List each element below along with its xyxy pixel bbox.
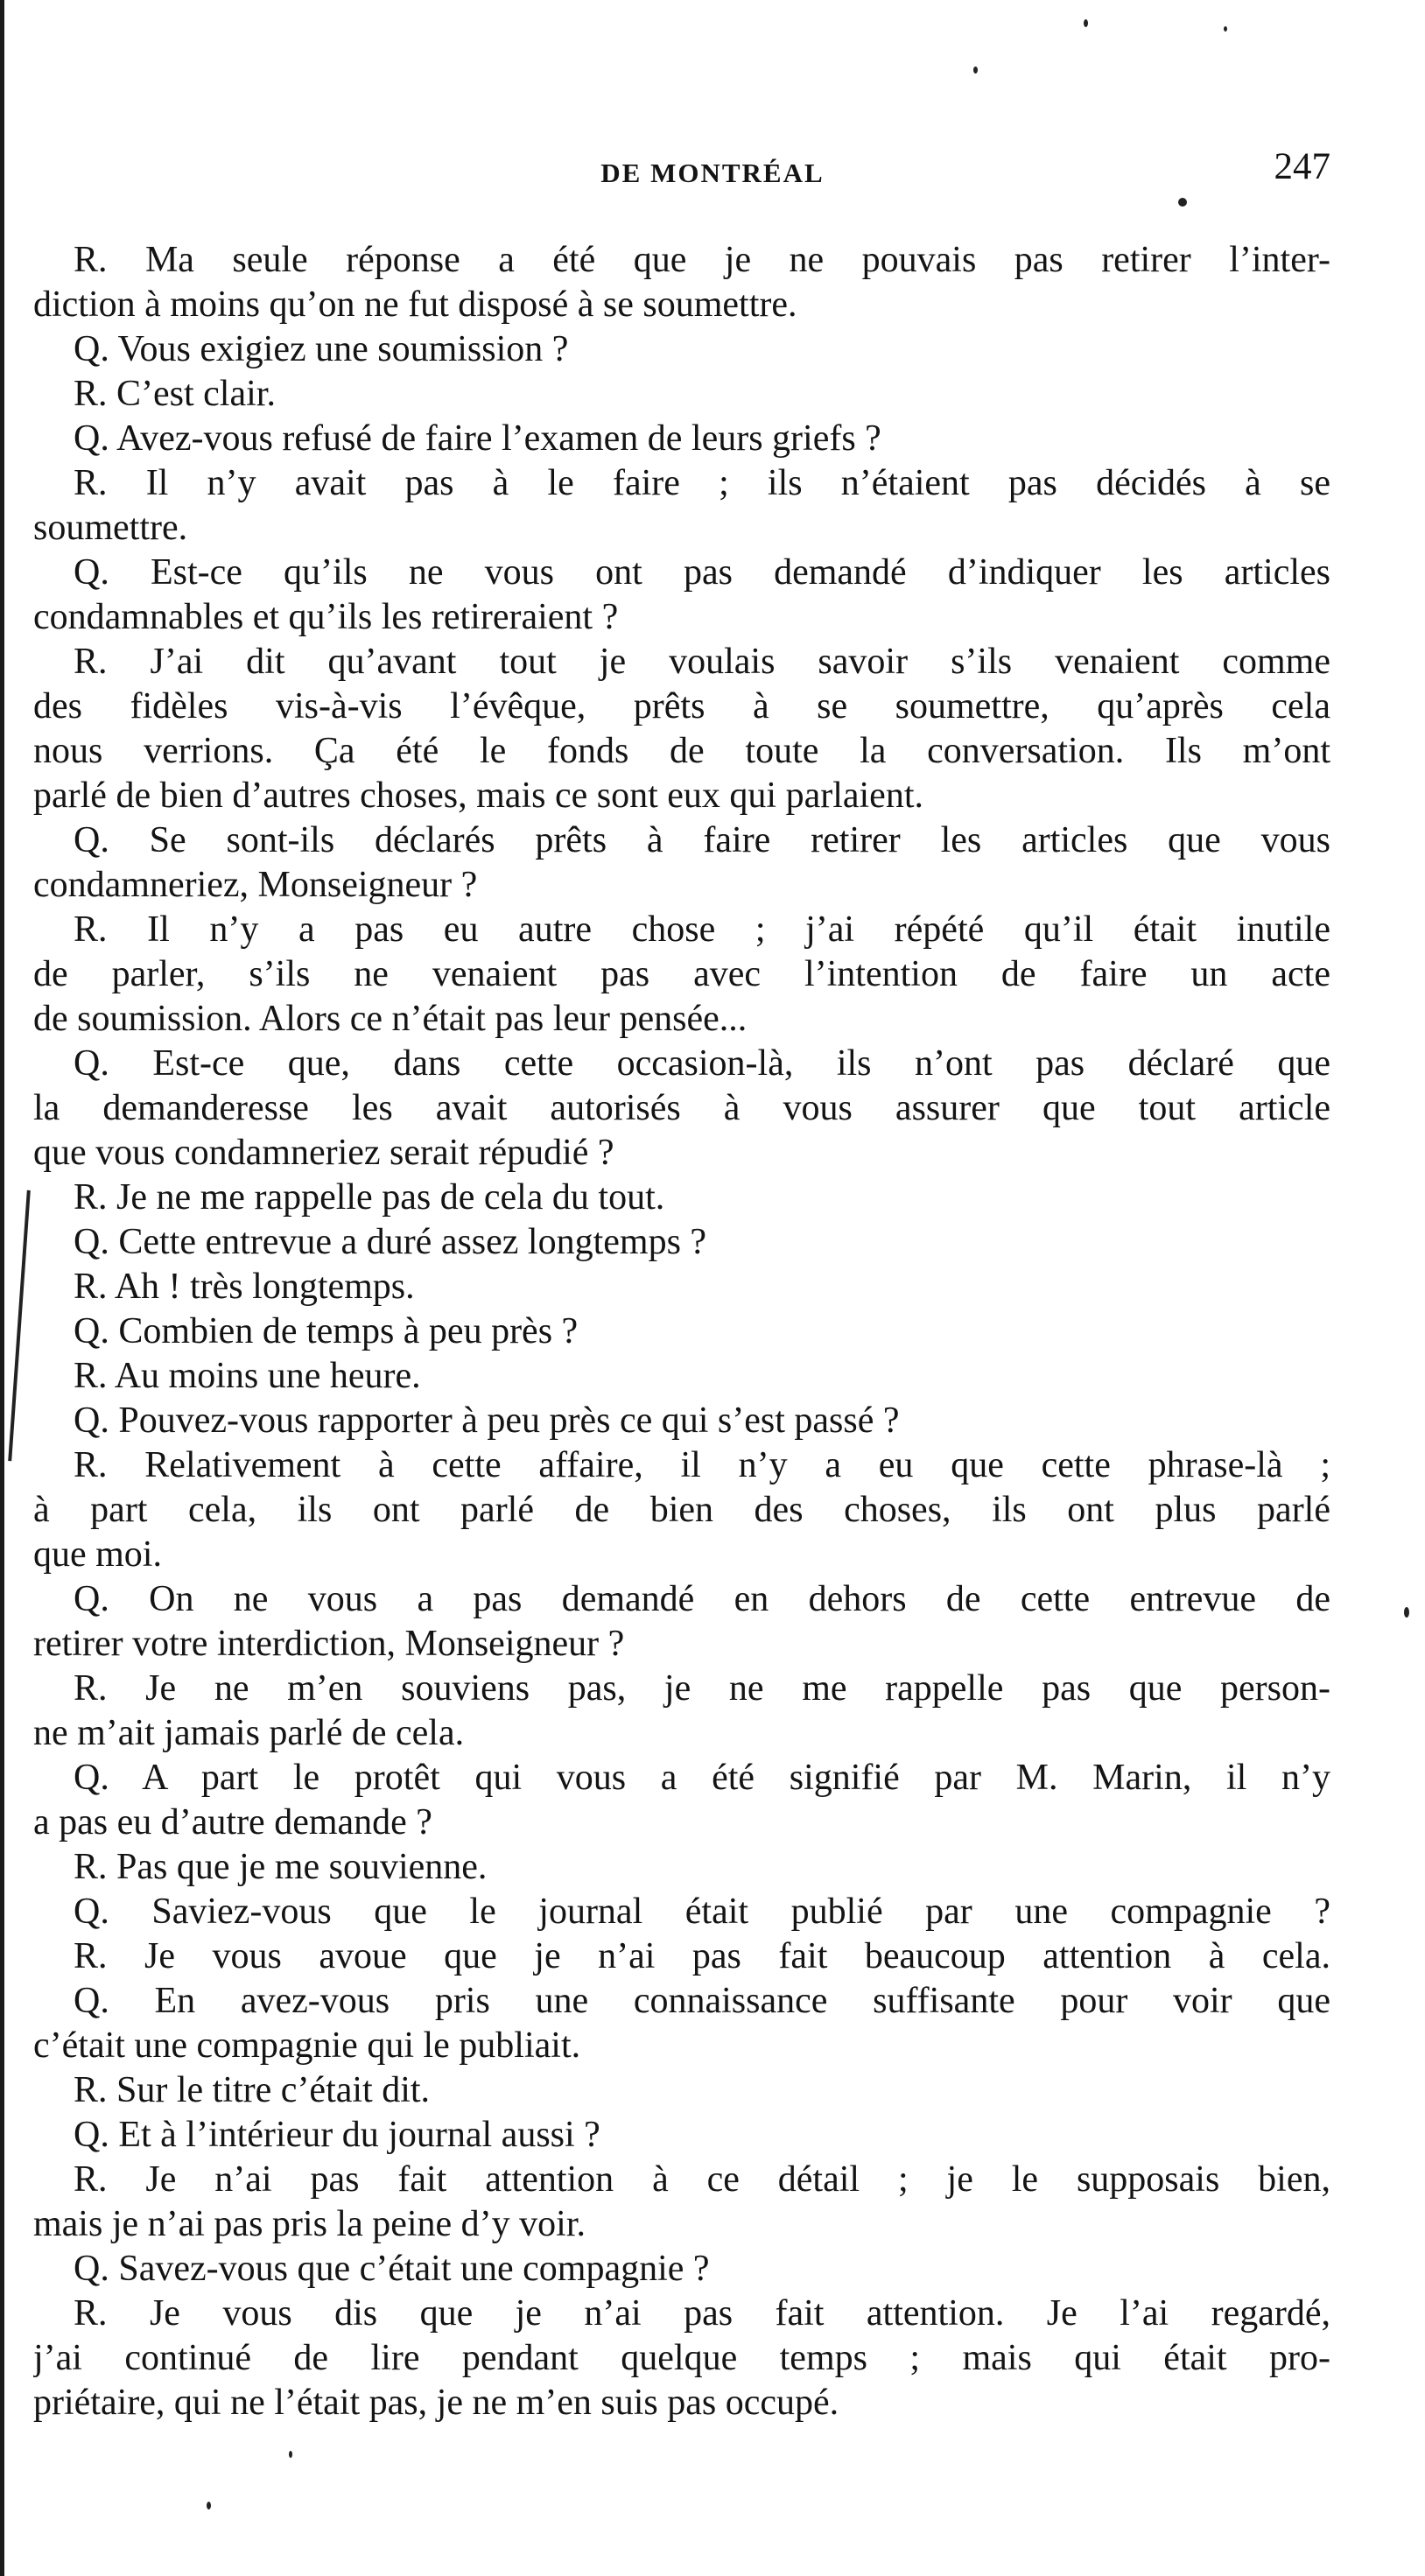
- text-line: Q. Se sont-ils déclarés prêts à faire retirer les articles que vous: [74, 820, 1330, 860]
- text-line: R. Je vous avoue que je n’ai pas fait beaucoup attention à cela.: [74, 1936, 1330, 1976]
- scan-speck: [973, 67, 978, 74]
- page-number: 247: [1274, 146, 1330, 187]
- text-line: R. Il n’y avait pas à le faire ; ils n’étaient pas décidés à se: [74, 463, 1330, 503]
- text-line: R. Il n’y a pas eu autre chose ; j’ai répété qu’il était inutile: [74, 909, 1330, 950]
- text-line: Q. Est-ce que, dans cette occasion-là, ils n’ont pas déclaré que: [74, 1043, 1330, 1084]
- scan-speck: [1404, 1607, 1409, 1618]
- text-line: de parler, s’ils ne venaient pas avec l’intention de faire un acte: [33, 954, 1330, 994]
- text-line: R. Relativement à cette affaire, il n’y a eu que cette phrase-là ;: [74, 1445, 1330, 1485]
- text-line: R. Au moins une heure.: [74, 1356, 421, 1396]
- text-line: ne m’ait jamais parlé de cela.: [33, 1713, 465, 1753]
- text-line: R. Sur le titre c’était dit.: [74, 2070, 431, 2110]
- text-line: nous verrions. Ça été le fonds de toute la conversation. Ils m’ont: [33, 731, 1330, 771]
- text-line: condamnables et qu’ils les retireraient ?: [33, 597, 619, 637]
- text-line: Q. Saviez-vous que le journal était publié par une compagnie ?: [74, 1892, 1330, 1932]
- text-line: Q. Pouvez-vous rapporter à peu près ce qui s’est passé ?: [74, 1400, 900, 1441]
- scan-speck: [207, 2502, 211, 2509]
- text-line: que vous condamneriez serait répudié ?: [33, 1133, 614, 1173]
- text-line: priétaire, qui ne l’était pas, je ne m’en suis pas occupé.: [33, 2383, 839, 2423]
- text-line: c’était une compagnie qui le publiait.: [33, 2025, 581, 2066]
- text-line: Q. Est-ce qu’ils ne vous ont pas demandé d’indiquer les articles: [74, 552, 1330, 593]
- text-line: la demanderesse les avait autorisés à vous assurer que tout article: [33, 1088, 1330, 1128]
- running-head: DE MONTRÉAL: [600, 158, 825, 188]
- scan-speck: [289, 2451, 292, 2458]
- text-line: Q. Vous exigiez une soumission ?: [74, 329, 569, 369]
- text-line: Q. Savez-vous que c’était une compagnie ?: [74, 2249, 710, 2289]
- text-line: que moi.: [33, 1534, 162, 1575]
- text-line: retirer votre interdiction, Monseigneur ?: [33, 1624, 625, 1664]
- text-line: R. Pas que je me souvienne.: [74, 1847, 488, 1887]
- text-line: diction à moins qu’on ne fut disposé à se soumettre.: [33, 284, 797, 325]
- text-line: Q. En avez-vous pris une connaissance suffisante pour voir que: [74, 1981, 1330, 2021]
- text-line: R. Ma seule réponse a été que je ne pouvais pas retirer l’inter-: [74, 240, 1330, 280]
- text-line: R. Je ne me rappelle pas de cela du tout.: [74, 1177, 665, 1218]
- text-line: de soumission. Alors ce n’était pas leur pensée...: [33, 999, 748, 1039]
- text-line: Q. On ne vous a pas demandé en dehors de cette entrevue de: [74, 1579, 1330, 1619]
- text-line: R. Je n’ai pas fait attention à ce détail ; je le supposais bien,: [74, 2159, 1330, 2200]
- text-line: R. Ah ! très longtemps.: [74, 1267, 415, 1307]
- text-line: a pas eu d’autre demande ?: [33, 1802, 432, 1843]
- text-line: des fidèles vis-à-vis l’évêque, prêts à se soumettre, qu’après cela: [33, 686, 1330, 726]
- scan-speck: [1084, 19, 1088, 27]
- text-line: condamneriez, Monseigneur ?: [33, 865, 478, 905]
- text-line: Q. Cette entrevue a duré assez longtemps ?: [74, 1222, 707, 1262]
- text-line: parlé de bien d’autres choses, mais ce sont eux qui parlaient.: [33, 776, 923, 816]
- text-line: R. Je vous dis que je n’ai pas fait attention. Je l’ai regardé,: [74, 2293, 1330, 2334]
- scan-speck: [1224, 26, 1227, 32]
- text-line: R. Je ne m’en souviens pas, je ne me rappelle pas que person-: [74, 1668, 1330, 1709]
- body-text: [33, 238, 1330, 2425]
- scan-speck: [1178, 198, 1187, 207]
- text-line: R. J’ai dit qu’avant tout je voulais savoir s’ils venaient comme: [74, 642, 1330, 682]
- text-line: Q. Avez-vous refusé de faire l’examen de leurs griefs ?: [74, 418, 881, 459]
- text-line: soumettre.: [33, 508, 188, 548]
- text-line: mais je n’ai pas pris la peine d’y voir.: [33, 2204, 586, 2244]
- text-line: Q. A part le protêt qui vous a été signifié par M. Marin, il n’y: [74, 1758, 1330, 1798]
- text-line: Q. Et à l’intérieur du journal aussi ?: [74, 2115, 600, 2155]
- text-line: Q. Combien de temps à peu près ?: [74, 1311, 579, 1351]
- text-line: R. C’est clair.: [74, 374, 276, 414]
- scan-border: [0, 0, 4, 2576]
- text-line: à part cela, ils ont parlé de bien des choses, ils ont plus parlé: [33, 1490, 1330, 1530]
- text-line: j’ai continué de lire pendant quelque temps ; mais qui était pro-: [33, 2338, 1330, 2378]
